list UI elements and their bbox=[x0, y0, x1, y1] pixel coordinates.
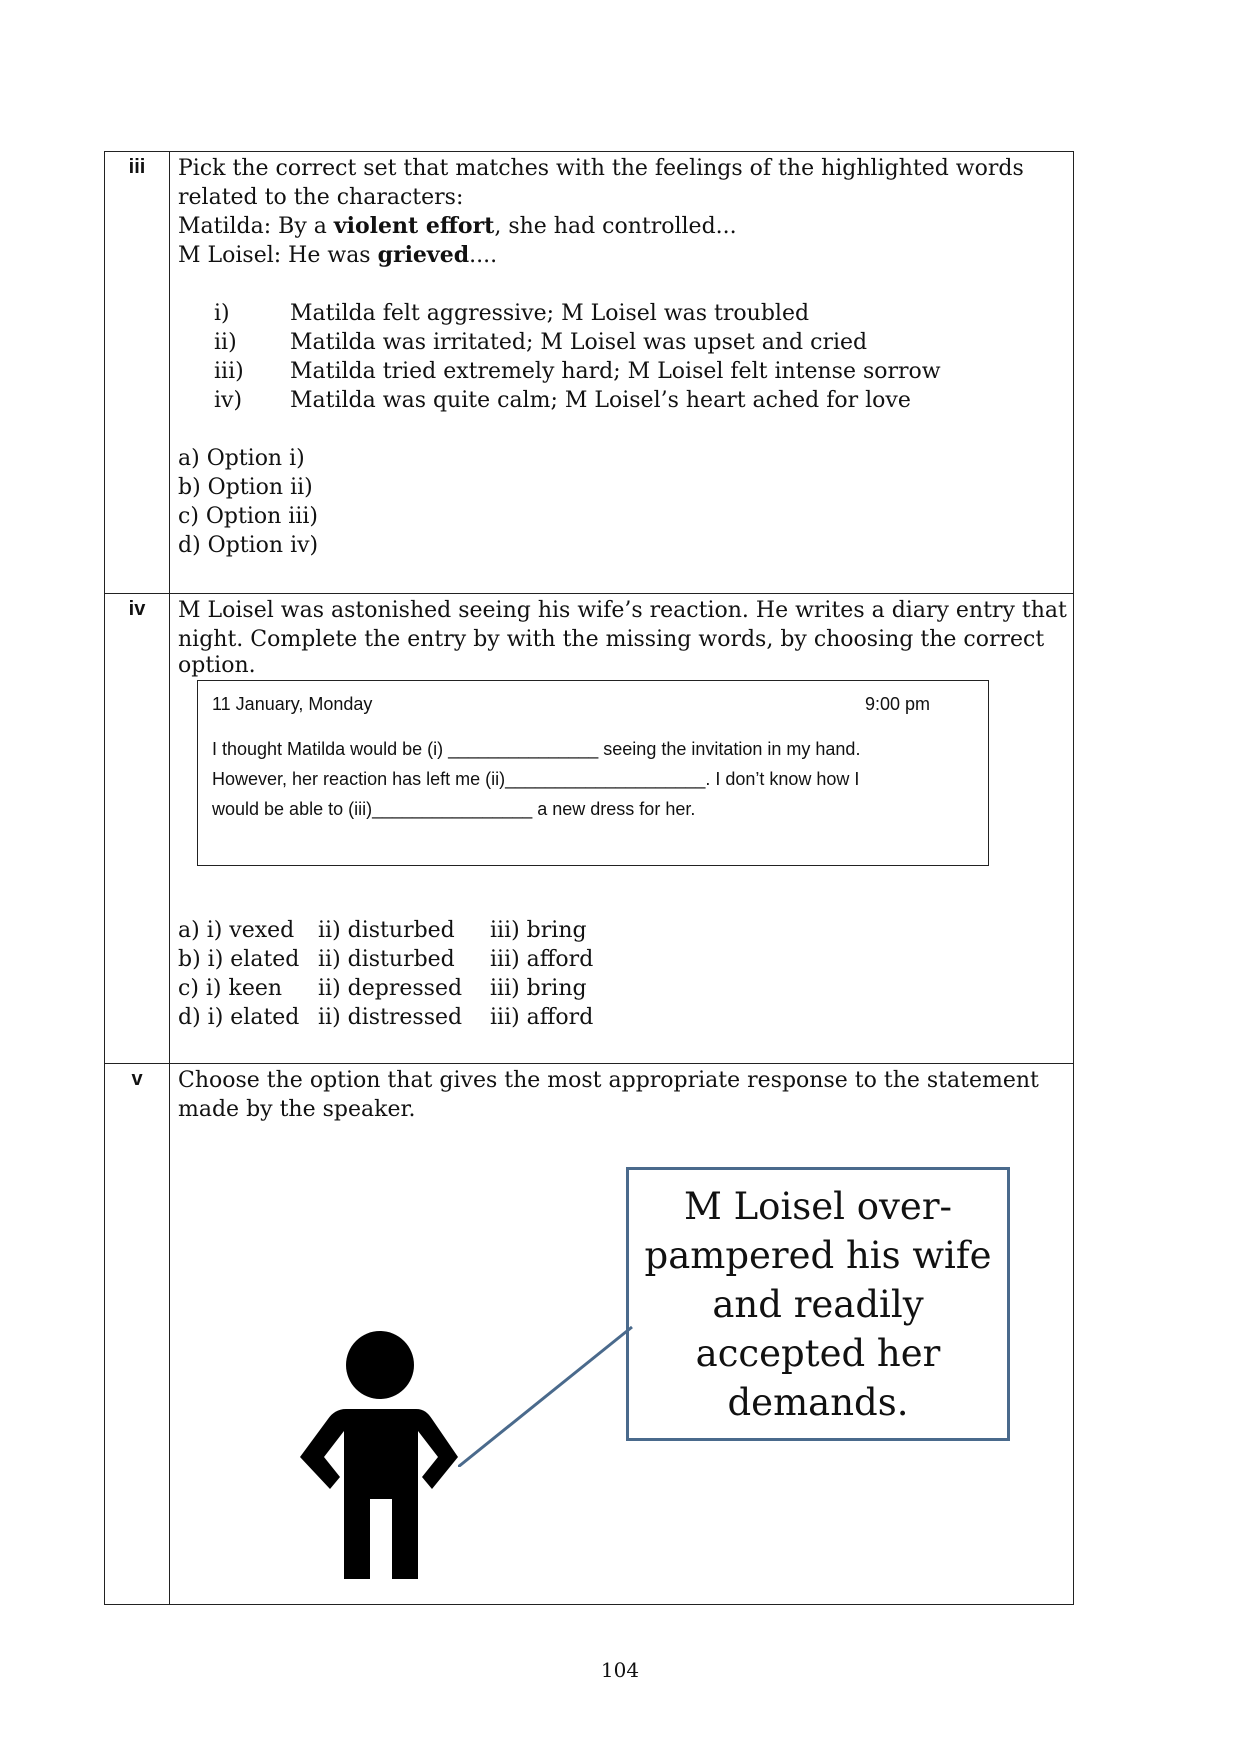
set-item: ii) Matilda was irritated; M Loisel was upset and cried bbox=[214, 330, 868, 355]
diary-line: However, her reaction has left me (ii)____________________. I don’t know how I bbox=[212, 769, 860, 789]
option-c: c) Option iii) bbox=[178, 504, 318, 529]
diary-date: 11 January, Monday bbox=[212, 694, 373, 714]
answer-option-d: d) i) elated ii) distressed iii) afford bbox=[178, 1005, 594, 1030]
question-content bbox=[170, 152, 1074, 594]
options-list bbox=[178, 444, 1065, 560]
diary-line: I thought Matilda would be (i) _______________ seeing the invitation in my hand. bbox=[212, 739, 861, 759]
highlighted-word: grieved bbox=[377, 242, 470, 268]
highlighted-word: violent effort bbox=[333, 213, 495, 239]
diary-time: 9:00 pm bbox=[864, 694, 930, 714]
loisel-quote: M Loisel: He was grieved.... bbox=[178, 242, 498, 268]
question-row-iii bbox=[105, 152, 1074, 594]
prompt-line: option. bbox=[178, 653, 256, 678]
prompt-line: Choose the option that gives the most appropriate response to the statement bbox=[178, 1068, 1039, 1093]
prompt-line: made by the speaker. bbox=[178, 1097, 416, 1122]
answer-option-c: c) i) keen ii) depressed iii) bring bbox=[178, 976, 587, 1001]
question-content bbox=[170, 594, 1074, 1064]
option-b: b) Option ii) bbox=[178, 475, 313, 500]
question-content bbox=[170, 1064, 1074, 1605]
question-row-v bbox=[105, 1064, 1074, 1605]
option-d: d) Option iv) bbox=[178, 533, 319, 558]
set-item: i) Matilda felt aggressive; M Loisel was troubled bbox=[214, 301, 810, 326]
question-number: iv bbox=[105, 594, 170, 1064]
answer-option-b: b) i) elated ii) disturbed iii) afford bbox=[178, 947, 594, 972]
question-number: iii bbox=[105, 152, 170, 594]
answer-options bbox=[178, 916, 1065, 1032]
option-a: a) Option i) bbox=[178, 446, 305, 471]
person-icon bbox=[294, 1329, 462, 1579]
prompt-line: M Loisel was astonished seeing his wife’s reaction. He writes a diary entry that bbox=[178, 598, 1067, 623]
answer-sets bbox=[214, 299, 1065, 415]
speaker-figure bbox=[178, 1124, 1065, 1594]
diary-header bbox=[212, 689, 974, 719]
question-row-iv bbox=[105, 594, 1074, 1064]
prompt-line: night. Complete the entry by with the missing words, by choosing the correct bbox=[178, 627, 1045, 652]
diary-line: would be able to (iii)________________ a new dress for her. bbox=[212, 799, 696, 819]
question-number: v bbox=[105, 1064, 170, 1605]
set-item: iv) Matilda was quite calm; M Loisel’s heart ached for love bbox=[214, 388, 911, 413]
matilda-quote: Matilda: By a violent effort, she had controlled... bbox=[178, 213, 737, 239]
set-item: iii) Matilda tried extremely hard; M Loisel felt intense sorrow bbox=[214, 359, 941, 384]
speech-bubble: M Loisel over-pampered his wife and readily accepted her demands. bbox=[626, 1167, 1010, 1441]
answer-option-a: a) i) vexed ii) disturbed iii) bring bbox=[178, 918, 587, 943]
prompt-line: related to the characters: bbox=[178, 185, 464, 210]
prompt-line: Pick the correct set that matches with the feelings of the highlighted words bbox=[178, 156, 1024, 181]
questions-table bbox=[104, 151, 1074, 1605]
page-number: 104 bbox=[600, 1658, 640, 1682]
speech-pointer bbox=[458, 1317, 640, 1467]
diary-entry-box bbox=[197, 680, 989, 866]
